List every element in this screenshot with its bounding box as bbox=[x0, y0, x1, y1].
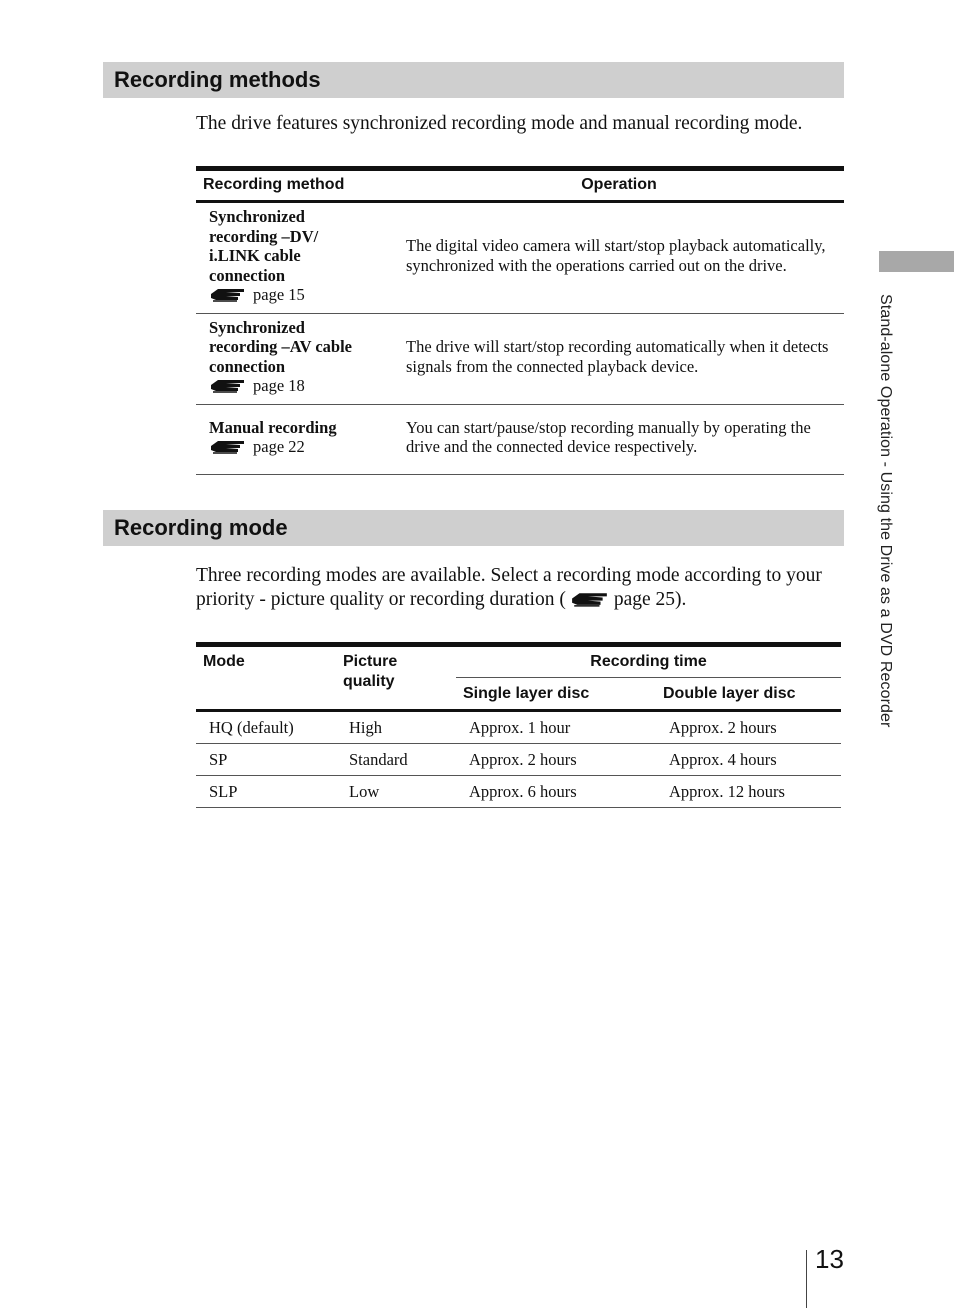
section-intro bbox=[196, 564, 836, 612]
table-header-row bbox=[196, 169, 844, 202]
recording-methods-table bbox=[196, 166, 844, 475]
recording-modes-table bbox=[196, 642, 841, 808]
pointing-hand-icon bbox=[209, 376, 247, 394]
method-cell bbox=[196, 202, 394, 314]
operation-cell: The digital video camera will start/stop playback automatically, synchronized with the operations carried out on the drive. bbox=[394, 202, 844, 314]
page-reference[interactable] bbox=[209, 376, 384, 396]
method-line: connection bbox=[209, 356, 286, 376]
mode-cell: HQ (default) bbox=[196, 711, 336, 744]
page-reference[interactable] bbox=[209, 437, 384, 457]
section-title: Recording mode bbox=[114, 515, 288, 540]
chapter-tab-marker bbox=[879, 251, 954, 272]
page-number: 13 bbox=[815, 1244, 844, 1274]
page-reference-text: page 15 bbox=[253, 285, 305, 304]
double-layer-cell: Approx. 4 hours bbox=[656, 744, 841, 776]
page-reference-text: page 18 bbox=[253, 376, 305, 395]
single-layer-cell: Approx. 2 hours bbox=[456, 744, 656, 776]
page-number-divider bbox=[806, 1250, 807, 1308]
method-line: i.LINK cable bbox=[209, 246, 301, 265]
table-row bbox=[196, 202, 844, 314]
method-line: Manual recording bbox=[209, 417, 337, 437]
method-cell bbox=[196, 313, 394, 404]
quality-cell: High bbox=[336, 711, 456, 744]
table-header-row bbox=[196, 645, 841, 678]
column-header-method: Recording method bbox=[196, 169, 394, 202]
table-row bbox=[196, 404, 844, 474]
quality-cell: Standard bbox=[336, 744, 456, 776]
method-line: recording –AV cable bbox=[209, 337, 352, 356]
column-header-operation: Operation bbox=[394, 169, 844, 202]
table-row bbox=[196, 776, 841, 808]
section-header-recording-methods bbox=[103, 62, 844, 98]
pointing-hand-icon[interactable] bbox=[570, 589, 610, 608]
table-row bbox=[196, 744, 841, 776]
double-layer-cell: Approx. 2 hours bbox=[656, 711, 841, 744]
pointing-hand-icon bbox=[209, 437, 247, 455]
mode-cell: SLP bbox=[196, 776, 336, 808]
table-row bbox=[196, 313, 844, 404]
section-title: Recording methods bbox=[114, 67, 321, 92]
method-line: connection bbox=[209, 265, 286, 285]
column-header-single-layer: Single layer disc bbox=[456, 678, 656, 711]
column-header-double-layer: Double layer disc bbox=[656, 678, 841, 711]
intro-text-end: ). bbox=[675, 589, 687, 610]
quality-cell: Low bbox=[336, 776, 456, 808]
column-header-recording-time: Recording time bbox=[456, 645, 841, 678]
page-reference-text[interactable]: page 25 bbox=[613, 589, 676, 610]
single-layer-cell: Approx. 6 hours bbox=[456, 776, 656, 808]
page-reference-text: page 22 bbox=[253, 437, 305, 456]
method-cell bbox=[196, 404, 394, 474]
section-intro: The drive features synchronized recording mode and manual recording mode. bbox=[196, 113, 803, 134]
method-line: recording –DV/ bbox=[209, 226, 319, 246]
single-layer-cell: Approx. 1 hour bbox=[456, 711, 656, 744]
operation-cell: You can start/pause/stop recording manually by operating the drive and the connected device respectively. bbox=[394, 404, 844, 474]
page-reference[interactable] bbox=[209, 285, 384, 305]
table-row bbox=[196, 711, 841, 744]
method-line: Synchronized bbox=[209, 317, 305, 337]
column-header-picture-quality: Picture quality bbox=[336, 645, 456, 711]
chapter-side-label: Stand-alone Operation - Using the Drive as a DVD Recorder bbox=[877, 294, 894, 728]
mode-cell: SP bbox=[196, 744, 336, 776]
operation-cell: The drive will start/stop recording automatically when it detects signals from the connected playback device. bbox=[394, 313, 844, 404]
intro-text: Three recording modes are available. Select a recording mode according to your priority - picture quality or recording duration ( bbox=[196, 565, 822, 610]
double-layer-cell: Approx. 12 hours bbox=[656, 776, 841, 808]
section-header-recording-mode bbox=[103, 510, 844, 546]
column-header-mode: Mode bbox=[196, 645, 336, 711]
method-line: Synchronized bbox=[209, 207, 305, 226]
pointing-hand-icon bbox=[209, 285, 247, 303]
